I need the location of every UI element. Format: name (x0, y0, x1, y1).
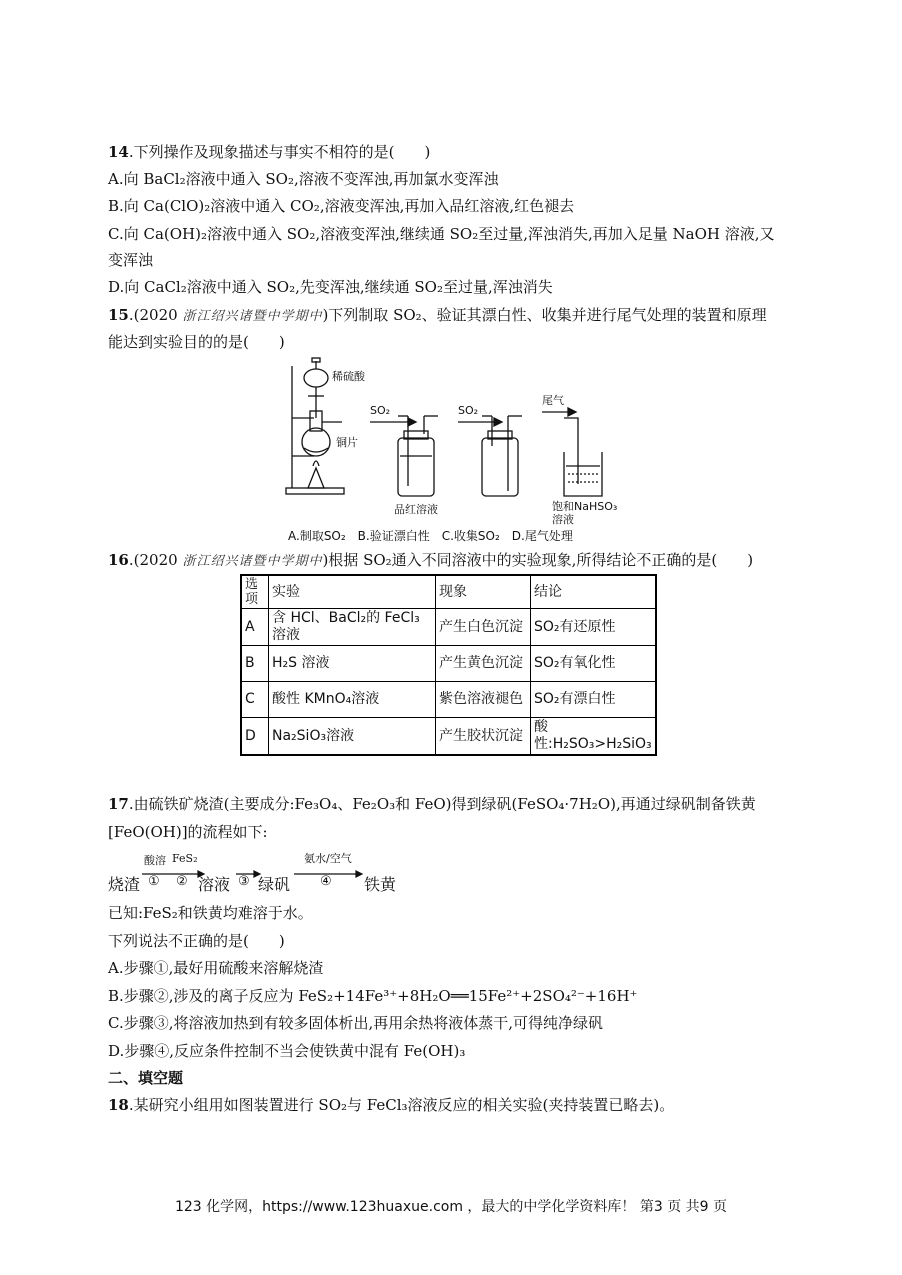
q18-number: 18 (108, 1096, 129, 1114)
table-cell: 紫色溶液褪色 (436, 682, 531, 718)
table-row (241, 646, 656, 682)
q18-stem (108, 1095, 674, 1115)
label-magenta-solution: 品红溶液 (394, 503, 438, 516)
q15-number: 15 (108, 306, 129, 324)
flow-top-acid: 酸溶 (144, 854, 166, 867)
table-cell: H₂S 溶液 (269, 646, 436, 682)
table-header-row (241, 575, 656, 609)
flow-step3: ③ (238, 874, 250, 889)
q15-stem (108, 305, 767, 327)
label-so2-c: SO₂ (458, 404, 479, 417)
table-header: 实验 (269, 575, 436, 609)
page-footer: 123 化学网，https://www.123huaxue.com ，最大的中学化学资料库！ 第3 页 共9 页 (174, 1199, 728, 1215)
flow-solution: 溶液 (198, 875, 231, 894)
q17-stem (108, 794, 756, 814)
apparatus-drawing (280, 356, 620, 546)
table-cell: SO₂有还原性 (531, 609, 656, 646)
q14-stem (108, 142, 430, 162)
label-tail-gas: 尾气 (542, 394, 564, 407)
flow-green-vitriol: 绿矾 (258, 875, 291, 894)
q17-option-a: A.步骤①,最好用硫酸来溶解烧渣 (108, 959, 324, 977)
table-cell: A (241, 609, 269, 646)
q14-number: 14 (108, 143, 129, 161)
table-cell: Na₂SiO₃溶液 (269, 718, 436, 756)
flow-top-ammonia: 氨水/空气 (304, 852, 352, 865)
label-so2-b: SO₂ (370, 404, 391, 417)
flow-iron-yellow: 铁黄 (364, 875, 397, 894)
q17-stem-text: .由硫铁矿烧渣(主要成分:Fe₃O₄、Fe₂O₃和 FeO)得到绿矾(FeSO₄·7H₂O),再通过绿矾制备铁黄 (128, 795, 756, 813)
table-cell: 产生胶状沉淀 (436, 718, 531, 756)
table-cell: C (241, 682, 269, 718)
q17-flowchart (108, 848, 408, 898)
table-cell: 含 HCl、BaCl₂的 FeCl₃溶液 (269, 609, 436, 646)
table-cell: 酸性 KMnO₄溶液 (269, 682, 436, 718)
q16-number: 16 (108, 551, 129, 569)
table-header: 选项 (241, 575, 269, 609)
q17-known: 已知:FeS₂和铁黄均难溶于水。 (108, 904, 313, 922)
q17-option-b: B.步骤②,涉及的离子反应为 FeS₂+14Fe³⁺+8H₂O══15Fe²⁺+2SO₄²⁻+16H⁺ (108, 987, 638, 1005)
table-row (241, 682, 656, 718)
table-cell: SO₂有氧化性 (531, 646, 656, 682)
table-row (241, 718, 656, 756)
q15-year: .(2020 (128, 306, 183, 324)
table-header: 现象 (436, 575, 531, 609)
q17-number: 17 (108, 795, 129, 813)
q14-stem-text: .下列操作及现象描述与事实不相符的是( ) (128, 143, 431, 161)
label-copper: 铜片 (336, 436, 358, 449)
q18-stem-text: .某研究小组用如图装置进行 SO₂与 FeCl₃溶液反应的相关实验(夹持装置已略去)。 (128, 1096, 675, 1114)
flow-step2: ② (176, 874, 188, 889)
flow-slag: 烧渣 (108, 875, 141, 894)
flow-top-fes2: FeS₂ (172, 852, 198, 865)
table-cell: SO₂有漂白性 (531, 682, 656, 718)
q15-stem-line2: 能达到实验目的的是( ) (108, 333, 285, 351)
apparatus-figure (280, 356, 620, 546)
q15-source: 浙江绍兴诸暨中学期中 (182, 309, 323, 324)
q16-source: 浙江绍兴诸暨中学期中 (182, 554, 323, 569)
q16-year: .(2020 (128, 551, 183, 569)
table-header: 结论 (531, 575, 656, 609)
table-cell: 酸性:H₂SO₃>H₂SiO₃ (531, 718, 656, 756)
q17-option-d: D.步骤④,反应条件控制不当会使铁黄中混有 Fe(OH)₃ (108, 1042, 466, 1060)
q14-option-c-line2: 变浑浊 (108, 251, 154, 269)
table-cell: B (241, 646, 269, 682)
flow-step4: ④ (320, 874, 332, 889)
figure-captions: A.制取SO₂ B.验证漂白性 C.收集SO₂ D.尾气处理 (288, 529, 573, 543)
q16-table (240, 574, 657, 756)
q14-option-d: D.向 CaCl₂溶液中通入 SO₂,先变浑浊,继续通 SO₂至过量,浑浊消失 (108, 278, 553, 296)
q14-option-b: B.向 Ca(ClO)₂溶液中通入 CO₂,溶液变浑浊,再加入品红溶液,红色褪去 (108, 197, 575, 215)
label-nahso3: 饱和NaHSO₃ (552, 500, 618, 513)
table-row (241, 609, 656, 646)
table-cell: 产生白色沉淀 (436, 609, 531, 646)
table-cell: D (241, 718, 269, 756)
label-nahso3-solution: 溶液 (552, 513, 574, 526)
table-cell: 产生黄色沉淀 (436, 646, 531, 682)
section-heading: 二、填空题 (108, 1069, 184, 1087)
label-dilute-acid: 稀硫酸 (332, 370, 365, 383)
q16-stem-text: )根据 SO₂通入不同溶液中的实验现象,所得结论不正确的是( ) (322, 551, 754, 569)
flow-step1: ① (148, 874, 160, 889)
q16-stem (108, 550, 753, 572)
q17-ask: 下列说法不正确的是( ) (108, 932, 285, 950)
q17-stem-line2: [FeO(OH)]的流程如下: (108, 823, 268, 841)
q17-option-c: C.步骤③,将溶液加热到有较多固体析出,再用余热将液体蒸干,可得纯净绿矾 (108, 1014, 604, 1032)
q15-stem-text: )下列制取 SO₂、验证其漂白性、收集并进行尾气处理的装置和原理 (322, 306, 767, 324)
q14-option-a: A.向 BaCl₂溶液中通入 SO₂,溶液不变浑浊,再加氯水变浑浊 (108, 170, 499, 188)
q14-option-c-line1: C.向 Ca(OH)₂溶液中通入 SO₂,溶液变浑浊,继续通 SO₂至过量,浑浊消失,再加入足量 NaOH 溶液,又 (108, 225, 775, 243)
